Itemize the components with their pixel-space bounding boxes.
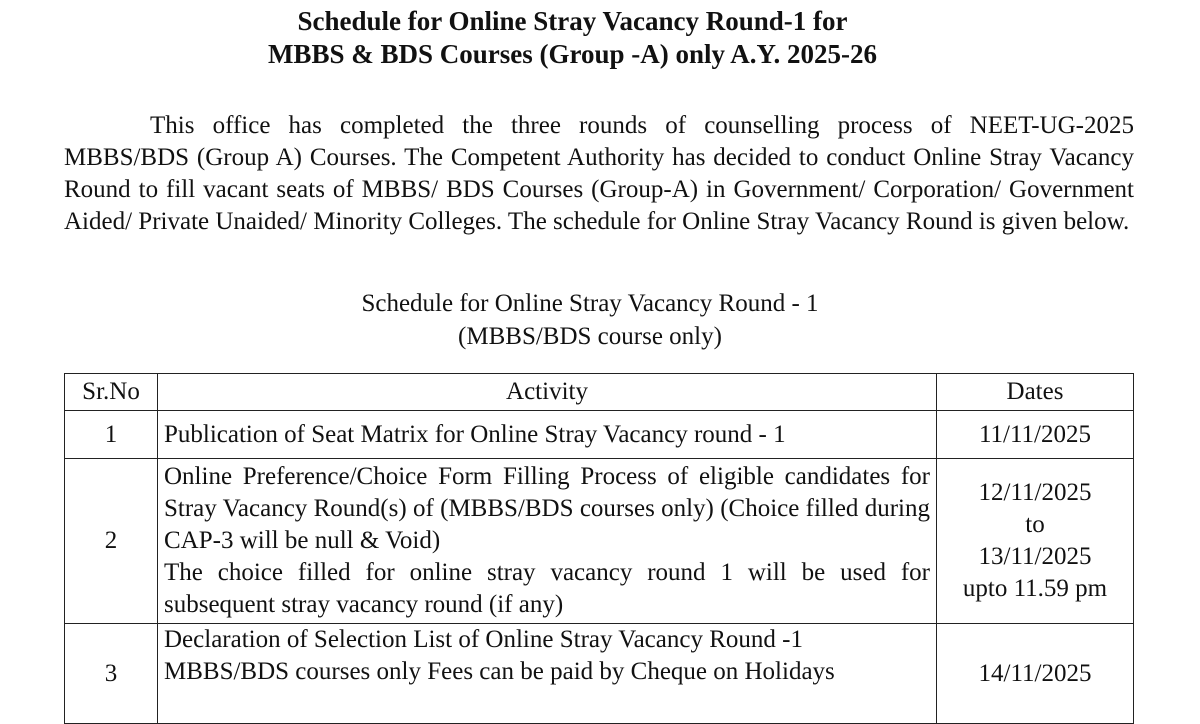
subtitle-line-1: Schedule for Online Stray Vacancy Round - 1 <box>361 290 819 317</box>
table-header-row <box>65 374 1134 411</box>
activity-text: Declaration of Selection List of Online Stray Vacancy Round -1 <box>164 626 803 653</box>
row-activity <box>158 624 937 724</box>
table-row <box>65 624 1134 724</box>
row-srno: 1 <box>65 411 158 459</box>
intro-text: This office has completed the three rounds of counselling process of NEET-UG-2025 MBBS/BDS (Group A) Courses. The Competent Authority has decided to conduct Online Stray Vacancy Round to fill vacant seats of MBBS/ BDS Courses (Group-A) in Government/ Corporation/ Government Aided/ Private Unaided/ Minority Colleges. The schedule for Online Stray Vacancy Round is given below. <box>64 112 1134 235</box>
row-date: 11/11/2025 <box>937 411 1134 459</box>
title-line-1: Schedule for Online Stray Vacancy Round-1 for <box>297 6 848 36</box>
schedule-subtitle <box>0 287 1180 353</box>
header-dates: Dates <box>937 374 1134 411</box>
date-start: 12/11/2025 <box>978 479 1092 506</box>
table-row <box>65 411 1134 459</box>
date-to: to <box>1025 511 1045 538</box>
row-date <box>937 459 1134 624</box>
row-srno: 3 <box>65 624 158 724</box>
row-date: 14/11/2025 <box>937 624 1134 724</box>
document-title <box>0 5 1145 71</box>
date-time: upto 11.59 pm <box>962 575 1108 602</box>
activity-note: The choice filled for online stray vacancy round 1 will be used for subsequent stray vacancy round (if any) <box>164 559 930 618</box>
date-end: 13/11/2025 <box>978 543 1092 570</box>
subtitle-line-2: (MBBS/BDS course only) <box>458 323 722 350</box>
row-activity <box>158 459 937 624</box>
header-srno: Sr.No <box>65 374 158 411</box>
table-row <box>65 459 1134 624</box>
row-activity: Publication of Seat Matrix for Online Stray Vacancy round - 1 <box>158 411 937 459</box>
header-activity: Activity <box>158 374 937 411</box>
activity-text: Online Preference/Choice Form Filling Process of eligible candidates for Stray Vacancy Round(s) of (MBBS/BDS courses only) (Choice filled during CAP-3 will be null & Void) <box>164 463 930 554</box>
intro-paragraph <box>64 110 1134 238</box>
schedule-table <box>64 373 1134 724</box>
row-srno: 2 <box>65 459 158 624</box>
title-line-2: MBBS & BDS Courses (Group -A) only A.Y. 2025-26 <box>267 39 878 69</box>
activity-note: MBBS/BDS courses only Fees can be paid by Cheque on Holidays <box>164 658 835 685</box>
